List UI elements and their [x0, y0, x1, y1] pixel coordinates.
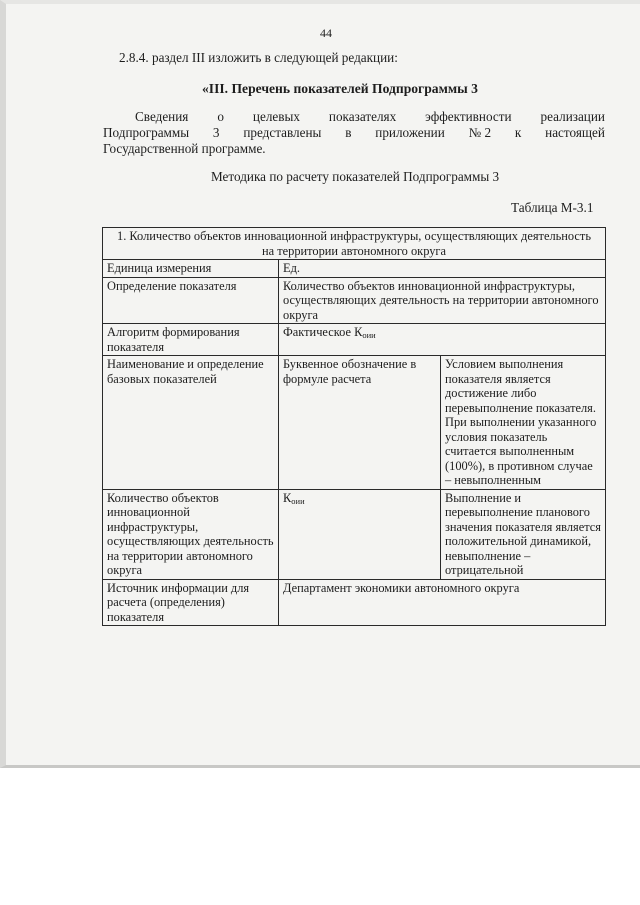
- indicator-table: [102, 227, 606, 626]
- table-row: [103, 356, 606, 490]
- page-number: 44: [320, 26, 332, 40]
- algorithm-value: [279, 324, 606, 356]
- symbol-subscript: оии: [291, 495, 305, 506]
- indicator-title: 1. Количество объектов инновационной инфраструктуры, осуществляющих деятельность на территории автономного округа: [103, 228, 606, 260]
- intro-line-3: Государственной программе.: [103, 141, 266, 156]
- section-heading: «III. Перечень показателей Подпрограммы 3: [202, 81, 478, 96]
- definition-label: Определение показателя: [103, 277, 279, 324]
- intro-word: приложении: [375, 125, 445, 140]
- intro-line-2: [103, 125, 605, 141]
- symbol-letter: К: [283, 490, 292, 505]
- algorithm-subscript: оии: [362, 330, 376, 340]
- table-row: [103, 277, 606, 324]
- intro-word: Подпрограммы: [103, 125, 190, 140]
- unit-value: Ед.: [279, 260, 606, 278]
- intro-word: реализации: [540, 109, 605, 124]
- intro-word: о: [217, 109, 224, 124]
- intro-word: эффективности: [425, 109, 512, 124]
- algorithm-label: Алгоритм формирования показателя: [103, 324, 279, 356]
- intro-word: Сведения: [135, 109, 189, 124]
- intro-word: показателях: [328, 109, 397, 124]
- table-row: [103, 324, 606, 356]
- intro-word: № 2: [468, 125, 492, 140]
- base-header-name: Наименование и определение базовых показателей: [103, 356, 279, 490]
- table-row: [103, 579, 606, 626]
- intro-word: настоящей: [545, 125, 605, 140]
- amendment-line: 2.8.4. раздел III изложить в следующей редакции:: [119, 50, 398, 65]
- table-row: [103, 489, 606, 579]
- source-value: Департамент экономики автономного округа: [279, 579, 606, 626]
- table-label: Таблица М-3.1: [511, 200, 594, 215]
- unit-label: Единица измерения: [103, 260, 279, 278]
- table-row: [103, 260, 606, 278]
- base-indicator-name: Количество объектов инновационной инфраструктуры, осуществляющих деятельность на территории автономного округа: [103, 489, 279, 579]
- intro-word: 3: [212, 125, 220, 140]
- source-label: Источник информации для расчета (определения) показателя: [103, 579, 279, 626]
- base-indicator-condition: Выполнение и перевыполнение планового значения показателя является положительной динамикой, невыполнение – отрицательной: [441, 489, 606, 579]
- algorithm-text: Фактическое К: [283, 325, 363, 339]
- intro-line-1: [103, 109, 605, 125]
- methodology-title: Методика по расчету показателей Подпрограммы 3: [211, 169, 500, 184]
- definition-value: Количество объектов инновационной инфраструктуры, осуществляющих деятельность на территории автономного округа: [279, 277, 606, 324]
- base-indicator-symbol: [279, 489, 441, 579]
- base-header-symbol: Буквенное обозначение в формуле расчета: [279, 356, 441, 490]
- intro-paragraph: [103, 109, 605, 157]
- table-row: [103, 228, 606, 260]
- base-header-condition: Условием выполнения показателя является достижение либо перевыполнение показателя. При выполнении указанного условия показатель считается выполненным (100%), в противном случае – невыполненным: [441, 356, 606, 490]
- intro-word: целевых: [252, 109, 300, 124]
- intro-word: к: [514, 125, 522, 140]
- intro-word: в: [345, 125, 352, 140]
- intro-word: представлены: [243, 125, 322, 140]
